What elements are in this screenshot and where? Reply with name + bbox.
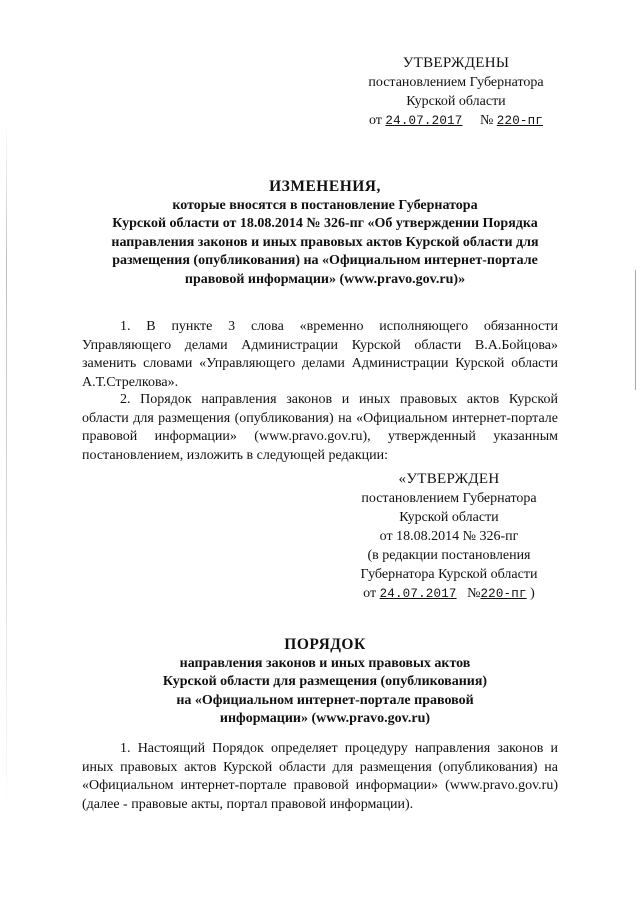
changes-title: ИЗМЕНЕНИЯ,	[269, 178, 381, 195]
paragraph-2: 2. Порядок направления законов и иных правовых актов Курской области для размещения (опубликования) на «Официальном интернет-портале правовой информации» (www.pravo.gov.ru), утвержденный указанным постановлением, изложить в следующей редакции:	[82, 392, 558, 463]
approval-number: 220-пг	[496, 114, 544, 128]
number-prefix: №	[479, 113, 494, 128]
approval-number: 220-пг	[480, 587, 527, 601]
approval-title: УТВЕРЖДЕНЫ	[402, 55, 510, 71]
approval-line: (в редакции постановления	[367, 548, 531, 563]
approval-block-inner	[344, 470, 554, 604]
closing-paren: )	[530, 586, 535, 601]
number-prefix: №	[467, 586, 481, 601]
order-paragraph-1: 1. Настоящий Порядок определяет процедуру направления законов и иных правовых актов Курской области для размещения (опубликования) на «Официальном интернет-портале правовой информации» (www.pravo.gov.ru) (далее - правовые акты, портал правовой информации).	[82, 741, 558, 812]
changes-heading	[80, 178, 570, 289]
approval-block-top	[356, 54, 556, 131]
heading-line: Курской области для размещения (опубликования)	[162, 674, 488, 689]
approval-line: Губернатора Курской области	[360, 567, 538, 582]
approval-date: 24.07.2017	[385, 114, 463, 128]
date-prefix: от	[368, 113, 382, 128]
approval-line: постановлением Губернатора	[368, 75, 544, 90]
approval-date-line	[356, 111, 556, 131]
heading-line: информации» (www.pravo.gov.ru)	[219, 711, 431, 726]
heading-line: направления законов и иных правовых актов Курской области для	[111, 234, 539, 250]
approval-line: Курской области	[406, 94, 506, 109]
heading-line: размещения (опубликования) на «Официальном интернет-портале	[112, 253, 538, 268]
order-title: ПОРЯДОК	[284, 636, 366, 653]
heading-line: правовой информации» (www.pravo.gov.ru)»	[184, 271, 466, 287]
approval-date-line	[344, 584, 554, 604]
paragraph-1: 1. В пункте 3 слова «временно исполняющего обязанности Управляющего делами Администрации Курской области В.А.Бойцова» заменить словами «Управляющего делами Администрации Курской области А.Т.Стрелкова».	[82, 319, 558, 390]
approval-date: 24.07.2017	[379, 587, 457, 601]
approval-title: «УТВЕРЖДЕН	[398, 471, 500, 487]
scan-edge-left	[6, 120, 7, 820]
approval-line: Курской области	[399, 510, 499, 525]
order-heading	[80, 636, 570, 729]
heading-line: направления законов и иных правовых актов	[179, 655, 471, 671]
date-prefix: от	[363, 586, 377, 601]
scan-edge-right	[635, 270, 636, 390]
approval-line: от 18.08.2014 № 326-пг	[379, 529, 519, 544]
heading-line: на «Официальном интернет-портале правовой	[176, 692, 474, 708]
heading-line: Курской области от 18.08.2014 № 326-пг «Об утверждении Порядка	[112, 216, 538, 231]
approval-line: постановлением Губернатора	[361, 491, 537, 506]
heading-line: которые вносятся в постановление Губернатора	[172, 197, 478, 213]
